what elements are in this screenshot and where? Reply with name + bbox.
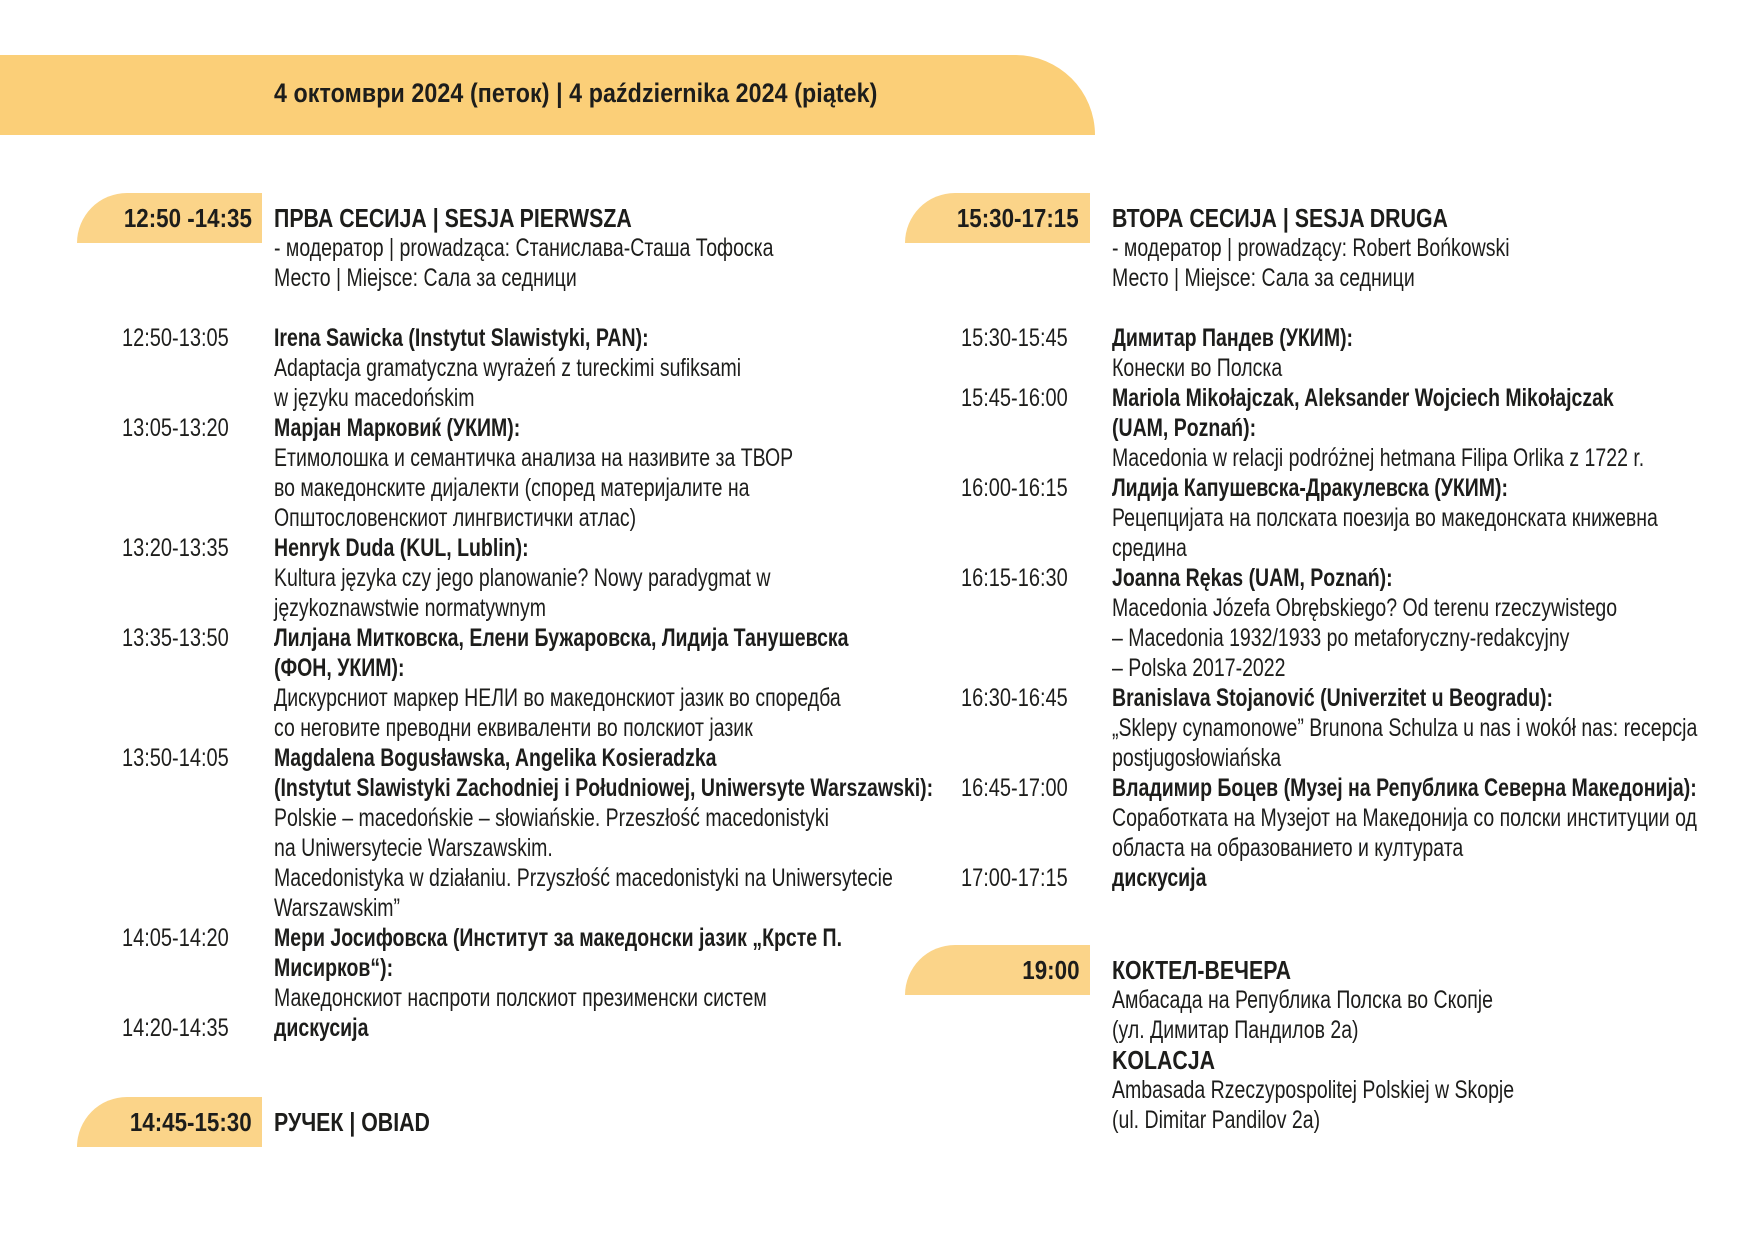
discussion-label: дискусија xyxy=(274,1014,369,1042)
talk-title-line: Етимолошка и семантичка анализа на називите за ТВОР xyxy=(274,444,794,472)
talk-speaker: Лидија Капушевска-Дракулевска (УКИМ): xyxy=(1112,474,1508,502)
talk-time: 16:45-17:00 xyxy=(961,774,1068,802)
talk-title-line: „Sklepy cynamonowe” Brunona Schulza u nas i wokół nas: recepcja xyxy=(1112,714,1698,742)
session2-title: ВТОРА СЕСИЈА | SESJA DRUGA xyxy=(1112,203,1448,233)
talk-speaker: Henryk Duda (KUL, Lublin): xyxy=(274,534,529,562)
talk-title-line: Macedonia w relacji podróżnej hetmana Filipa Orlika z 1722 r. xyxy=(1112,444,1645,472)
talk-time: 13:20-13:35 xyxy=(122,534,229,562)
talk-title-line: – Polska 2017-2022 xyxy=(1112,654,1286,682)
talk-speaker-affiliation: Мисирков“): xyxy=(274,954,394,982)
talk-time: 16:00-16:15 xyxy=(961,474,1068,502)
session1-time: 12:50 -14:35 xyxy=(123,203,252,233)
talk-speaker: Димитар Пандев (УКИМ): xyxy=(1112,324,1354,352)
talk-title-line: Македонскиот наспроти полскиот презименски систем xyxy=(274,984,767,1012)
talk-time: 13:05-13:20 xyxy=(122,414,229,442)
talk-title-line: postjugosłowiańska xyxy=(1112,744,1282,772)
talk-speaker: Мери Јосифовска (Институт за македонски јазик „Крсте П. xyxy=(274,924,842,952)
talk-title-line: Adaptacja gramatyczna wyrażeń z tureckimi sufiksami xyxy=(274,354,742,382)
session1-moderator: - модератор | prowadząca: Станислава-Сташа Тофоска xyxy=(274,234,774,262)
talk-speaker: Mariola Mikołajczak, Aleksander Wojciech Mikołajczak xyxy=(1112,384,1614,412)
talk-title-line: со неговите преводни еквиваленти во полскиот јазик xyxy=(274,714,753,742)
talk-speaker: Марјан Марковиќ (УКИМ): xyxy=(274,414,521,442)
session2-time: 15:30-17:15 xyxy=(957,203,1079,233)
talk-title-line: Општословенскиот лингвистички атлас) xyxy=(274,504,637,532)
talk-time: 15:45-16:00 xyxy=(961,384,1068,412)
evening-address-mk: (ул. Димитар Пандилов 2а) xyxy=(1112,1016,1359,1044)
talk-title-line: во македонските дијалекти (според материјалите на xyxy=(274,474,750,502)
discussion-label: дискусија xyxy=(1112,864,1207,892)
talk-speaker: Branislava Stojanović (Univerzitet u Beogradu): xyxy=(1112,684,1554,712)
talk-speaker: Magdalena Bogusławska, Angelika Kosieradzka xyxy=(274,744,717,772)
talk-title-line: Kultura języka czy jego planowanie? Nowy paradygmat w xyxy=(274,564,771,592)
page-title: 4 октомври 2024 (петок) | 4 października 2024 (piątek) xyxy=(274,78,878,108)
talk-title-line: Рецепцијата на полската поезија во македонската книжевна xyxy=(1112,504,1658,532)
talk-title-line: Конески во Полска xyxy=(1112,354,1283,382)
session2-place: Место | Miejsce: Сала за седници xyxy=(1112,264,1415,292)
talk-speaker: Лилјана Митковска, Елени Бужаровска, Лидија Танушевска xyxy=(274,624,849,652)
talk-speaker: Владимир Боцев (Музеј на Република Северна Македонија): xyxy=(1112,774,1697,802)
talk-title-line: w języku macedońskim xyxy=(274,384,475,412)
talk-time: 17:00-17:15 xyxy=(961,864,1068,892)
talk-time: 14:20-14:35 xyxy=(122,1014,229,1042)
talk-title-line: – Macedonia 1932/1933 po metaforyczny-redakcyjny xyxy=(1112,624,1570,652)
talk-time: 12:50-13:05 xyxy=(122,324,229,352)
talk-title-line: средина xyxy=(1112,534,1187,562)
talk-title-line: językoznawstwie normatywnym xyxy=(274,594,547,622)
talk-title-line: Warszawskim” xyxy=(274,894,401,922)
talk-title-line: Macedonia Józefa Obrębskiego? Od terenu rzeczywistego xyxy=(1112,594,1618,622)
talk-time: 13:35-13:50 xyxy=(122,624,229,652)
talk-title-line: Macedonistyka w działaniu. Przyszłość macedonistyki na Uniwersytecie xyxy=(274,864,893,892)
talk-time: 14:05-14:20 xyxy=(122,924,229,952)
evening-title-pl: KOLACJA xyxy=(1112,1045,1216,1075)
talk-title-line: областа на образованието и културата xyxy=(1112,834,1464,862)
talk-time: 13:50-14:05 xyxy=(122,744,229,772)
evening-title: КОКТЕЛ-ВЕЧЕРА xyxy=(1112,955,1292,985)
talk-title-line: Дискурсниот маркер НЕЛИ во македонскиот јазик во споредба xyxy=(274,684,841,712)
lunch-time: 14:45-15:30 xyxy=(130,1107,252,1137)
evening-time: 19:00 xyxy=(1021,955,1079,985)
talk-title-line: na Uniwersytecie Warszawskim. xyxy=(274,834,553,862)
talk-speaker: Joanna Rękas (UAM, Poznań): xyxy=(1112,564,1393,592)
session1-place: Место | Miejsce: Сала за седници xyxy=(274,264,577,292)
talk-time: 16:15-16:30 xyxy=(961,564,1068,592)
evening-venue-mk: Амбасада на Република Полска во Скопје xyxy=(1112,986,1493,1014)
talk-time: 15:30-15:45 xyxy=(961,324,1068,352)
session2-moderator: - модератор | prowadzący: Robert Bońkowski xyxy=(1112,234,1510,262)
talk-speaker-affiliation: (UAM, Poznań): xyxy=(1112,414,1257,442)
evening-address-pl: (ul. Dimitar Pandilov 2a) xyxy=(1112,1106,1321,1134)
evening-venue-pl: Ambasada Rzeczypospolitej Polskiej w Skopje xyxy=(1112,1076,1515,1104)
talk-title-line: Polskie – macedońskie – słowiańskie. Przeszłość macedonistyki xyxy=(274,804,829,832)
talk-time: 16:30-16:45 xyxy=(961,684,1068,712)
talk-title-line: Соработката на Музејот на Македонија со полски институции од xyxy=(1112,804,1697,832)
talk-speaker-affiliation: (Instytut Slawistyki Zachodniej i Południowej, Uniwersyte Warszawski): xyxy=(274,774,934,802)
lunch-title: РУЧЕК | OBIAD xyxy=(274,1107,430,1137)
session1-title: ПРВА СЕСИЈА | SESJA PIERWSZA xyxy=(274,203,632,233)
talk-speaker-affiliation: (ФОН, УКИМ): xyxy=(274,654,405,682)
talk-speaker: Irena Sawicka (Instytut Slawistyki, PAN): xyxy=(274,324,649,352)
